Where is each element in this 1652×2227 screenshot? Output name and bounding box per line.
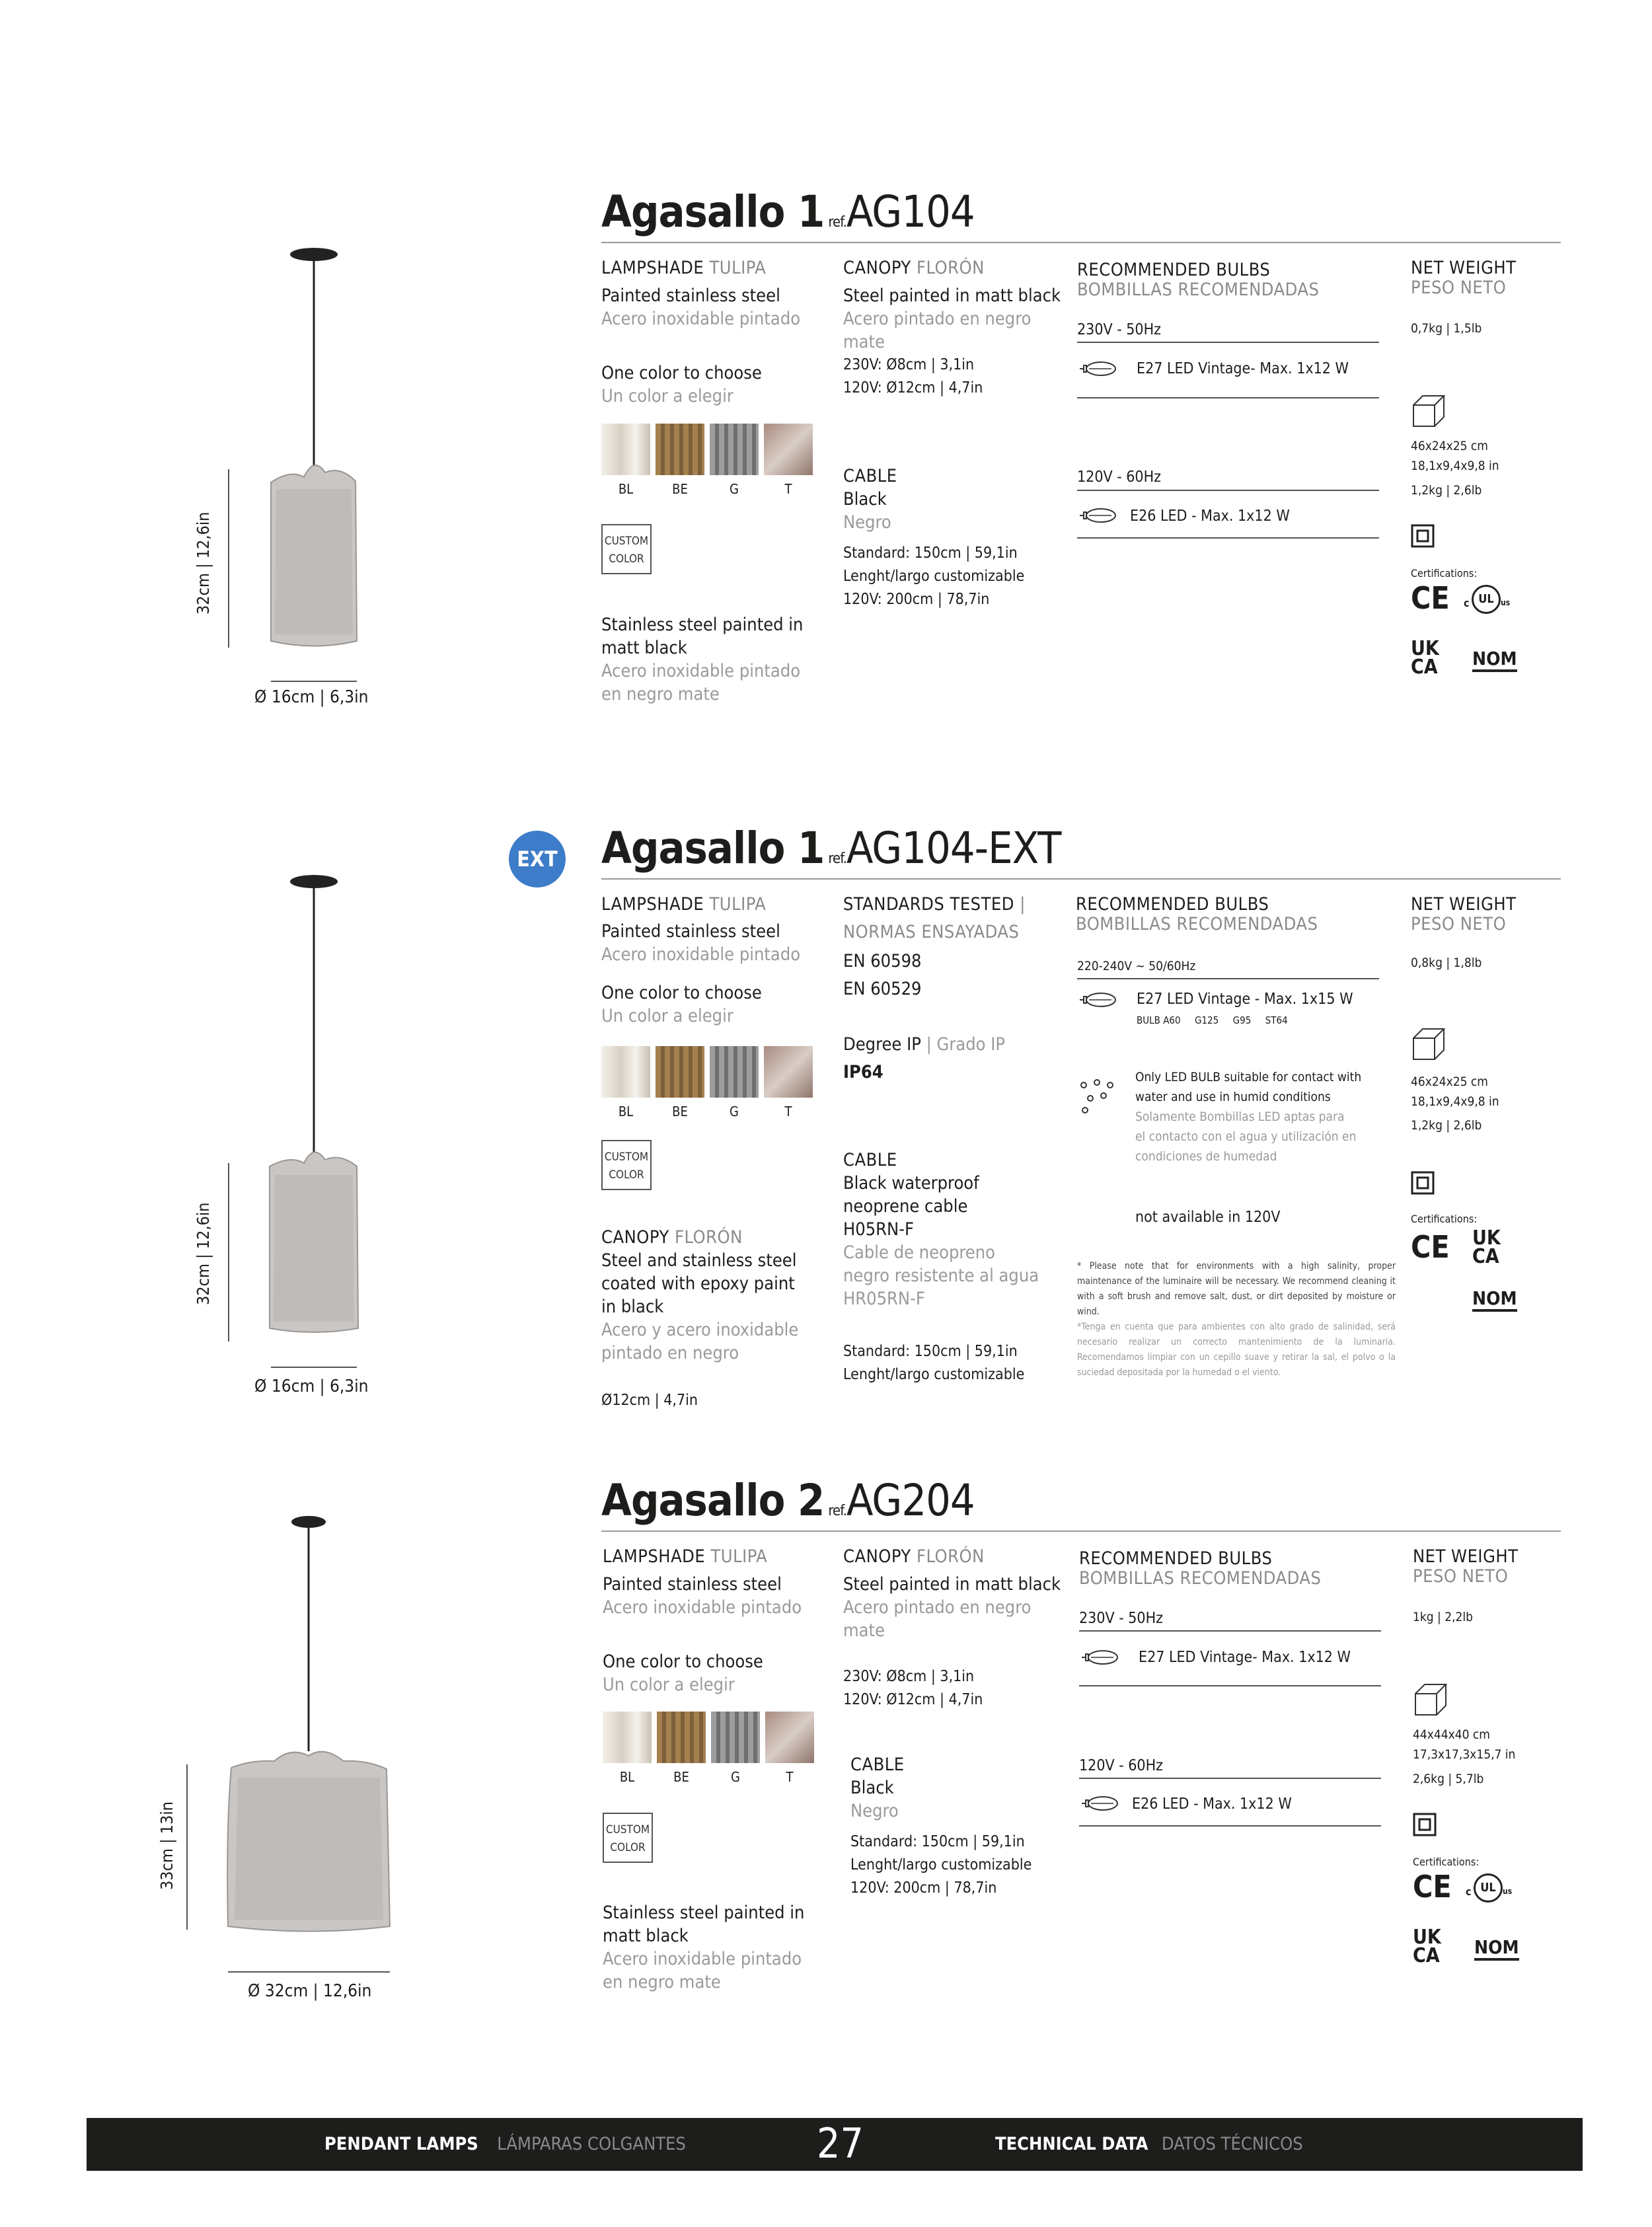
title-rule — [601, 242, 1561, 243]
bulb-120v: E26 LED - Max. 1x12 W — [1130, 508, 1290, 525]
footer-bar — [87, 2118, 1583, 2171]
box-size-in: 18,1x9,4x9,8 in — [1411, 459, 1499, 473]
standard-en60529: EN 60529 — [843, 979, 922, 999]
color-choice-es: Un color a elegir — [601, 1006, 733, 1026]
certifications-label: Certifications: — [1411, 567, 1478, 580]
box-size-in: 18,1x9,4x9,8 in — [1411, 1094, 1499, 1109]
weight-heading-es: PESO NETO — [1411, 914, 1507, 934]
swatch-be[interactable] — [656, 1046, 704, 1098]
finish-es-line-1: Acero inoxidable pintado — [601, 661, 801, 681]
cable-es-line-3: HR05RN-F — [843, 1289, 925, 1309]
color-choice: One color to choose — [601, 363, 762, 383]
swatch-label: G — [731, 1769, 740, 1785]
cable-120v: 120V: 200cm | 78,7in — [850, 1879, 997, 1897]
custom-color-option[interactable]: CUSTOM COLOR — [601, 524, 652, 574]
salinity-note-es: *Tenga en cuenta que para ambientes con alto grado de salinidad, será necesario realizar un correcto mantenimiento de la luminaria. Recomendamos limpiar con un cepillo suave y retirar la sal, el polvo o la suciedad depositada por la humedad o el viento. — [1077, 1322, 1396, 1378]
box-size-cm: 46x24x25 cm — [1411, 1075, 1488, 1089]
footer-section: PENDANT LAMPS LÁMPARAS COLGANTES — [324, 2134, 686, 2154]
led-bulb-icon — [1080, 1649, 1120, 1666]
divider — [1077, 978, 1379, 979]
diameter-dimension-line — [271, 681, 357, 682]
swatch-g[interactable] — [710, 1046, 759, 1098]
voltage-120v: 120V - 60Hz — [1077, 469, 1161, 486]
ce-mark-icon: CE — [1413, 1869, 1452, 1905]
canopy-heading: CANOPY FLORÓN — [601, 1227, 743, 1248]
swatch-g[interactable] — [711, 1712, 760, 1763]
swatch-label: BL — [618, 481, 634, 497]
net-weight: 0,7kg | 1,5lb — [1411, 321, 1482, 336]
net-weight: 0,8kg | 1,8lb — [1411, 956, 1482, 970]
color-choice-es: Un color a elegir — [601, 386, 733, 406]
bulbs-heading-es: BOMBILLAS RECOMENDADAS — [1077, 280, 1320, 300]
divider — [1077, 397, 1379, 398]
swatch-label: BE — [672, 1104, 688, 1119]
weight-heading: NET WEIGHT — [1413, 1546, 1519, 1567]
swatch-label: BE — [672, 481, 688, 497]
class-ii-icon — [1411, 524, 1435, 548]
weight-heading: NET WEIGHT — [1411, 894, 1517, 915]
swatch-label: BE — [673, 1769, 689, 1785]
swatch-label: T — [786, 1769, 794, 1785]
swatch-label: BL — [619, 1769, 635, 1785]
canopy-dim-230v: 230V: Ø8cm | 3,1in — [843, 356, 975, 373]
cable-custom: Lenght/largo customizable — [843, 1366, 1025, 1383]
ref-label: ref. — [828, 214, 846, 231]
canopy-dim-230v: 230V: Ø8cm | 3,1in — [843, 1668, 975, 1685]
title-rule — [601, 878, 1561, 880]
cable-line-1: Black waterproof — [843, 1173, 979, 1193]
cable-custom: Lenght/largo customizable — [850, 1856, 1032, 1873]
canopy-es-line-1: Acero y acero inoxidable — [601, 1320, 799, 1340]
box-weight: 1,2kg | 2,6lb — [1411, 1118, 1482, 1133]
certifications-label: Certifications: — [1413, 1856, 1480, 1868]
cable-120v: 120V: 200cm | 78,7in — [843, 591, 990, 608]
ip-rating: IP64 — [843, 1062, 883, 1082]
cable-heading: CABLE — [843, 466, 897, 486]
canopy-line-3: in black — [601, 1297, 664, 1317]
canopy-heading: CANOPY FLORÓN — [843, 1546, 985, 1567]
swatch-be[interactable] — [657, 1712, 706, 1763]
product-title — [601, 1475, 975, 1526]
title-rule — [601, 1530, 1561, 1532]
custom-color-option[interactable]: CUSTOM COLOR — [603, 1813, 653, 1863]
color-choice-es: Un color a elegir — [603, 1675, 735, 1695]
lampshade-material-es: Acero inoxidable pintado — [601, 944, 801, 965]
certifications-label: Certifications: — [1411, 1213, 1478, 1225]
class-ii-icon — [1413, 1813, 1437, 1836]
divider — [1077, 342, 1379, 343]
finish-es-line-2: en negro mate — [601, 684, 720, 704]
ukca-mark-icon: UK CA — [1411, 637, 1439, 679]
cable-heading: CABLE — [850, 1755, 905, 1775]
nom-mark-icon: NOM — [1474, 1936, 1519, 1961]
weight-heading: NET WEIGHT — [1411, 258, 1517, 278]
divider — [1079, 1778, 1381, 1779]
product-code: AG104 — [846, 186, 975, 237]
lampshade-material-es: Acero inoxidable pintado — [603, 1597, 802, 1618]
box-icon — [1411, 1026, 1448, 1063]
lampshade-heading: LAMPSHADE TULIPA — [601, 258, 767, 278]
swatch-bl[interactable] — [601, 1046, 650, 1098]
swatch-label: T — [784, 1104, 792, 1119]
bulb-230v: E27 LED Vintage- Max. 1x12 W — [1139, 1649, 1351, 1666]
canopy-heading: CANOPY FLORÓN — [843, 258, 985, 278]
ref-label: ref. — [828, 850, 846, 867]
swatch-be[interactable] — [656, 424, 704, 475]
finish-line-1: Stainless steel painted in — [603, 1903, 805, 1923]
product-name: Agasallo 2 — [601, 1475, 825, 1526]
weight-heading-es: PESO NETO — [1411, 278, 1507, 298]
canopy-dim: Ø12cm | 4,7in — [601, 1392, 698, 1409]
pendant-lamp-image — [211, 1510, 410, 1946]
product-title — [601, 823, 1061, 874]
height-dimension-line — [228, 469, 229, 648]
standards-heading: STANDARDS TESTED | — [843, 894, 1026, 915]
canopy-dim-120v: 120V: Ø12cm | 4,7in — [843, 1691, 983, 1708]
swatch-g[interactable] — [710, 424, 759, 475]
cable-heading: CABLE — [843, 1150, 897, 1170]
product-code: AG104-EXT — [846, 823, 1061, 874]
lampshade-material: Painted stainless steel — [603, 1574, 782, 1595]
lampshade-material: Painted stainless steel — [601, 285, 780, 306]
bulb-types: BULB A60 G125 G95 ST64 — [1137, 1014, 1288, 1026]
bulbs-heading: RECOMMENDED BULBS — [1079, 1548, 1273, 1569]
divider — [1079, 1825, 1381, 1827]
swatch-t[interactable] — [765, 1712, 814, 1763]
swatch-label: BL — [618, 1104, 634, 1119]
product-name: Agasallo 1 — [601, 823, 825, 874]
bulb-spec: E27 LED Vintage - Max. 1x15 W — [1137, 991, 1353, 1008]
divider — [1079, 1685, 1381, 1686]
height-dimension: 32cm | 12,6in — [194, 511, 213, 615]
cable-color: Black — [843, 489, 887, 510]
nom-mark-icon: NOM — [1472, 648, 1517, 672]
canopy-line-2: coated with epoxy paint — [601, 1273, 795, 1294]
canopy-material-es: mate — [843, 332, 885, 352]
cul-us-icon: c UL us — [1466, 1873, 1512, 1904]
bulbs-heading: RECOMMENDED BULBS — [1076, 894, 1269, 915]
led-bulb-icon — [1078, 991, 1118, 1008]
diameter-dimension: Ø 16cm | 6,3in — [254, 687, 369, 707]
swatch-t[interactable] — [764, 1046, 813, 1098]
canopy-material-es: mate — [843, 1620, 885, 1641]
box-size-cm: 46x24x25 cm — [1411, 439, 1488, 453]
finish-es-line-1: Acero inoxidable pintado — [603, 1949, 802, 1969]
box-icon — [1413, 1682, 1450, 1719]
humid-note: Only LED BULB suitable for contact with water and use in humid conditions Solamente Bombillas LED aptas para el contacto con el agua y utilización en condiciones de humedad — [1135, 1070, 1362, 1164]
lampshade-material-es: Acero inoxidable pintado — [601, 309, 801, 329]
lampshade-heading: LAMPSHADE TULIPA — [601, 894, 767, 915]
led-bulb-icon — [1078, 360, 1118, 377]
standard-en60598: EN 60598 — [843, 951, 922, 971]
lampshade-material: Painted stainless steel — [601, 921, 780, 942]
pendant-lamp-image — [198, 866, 410, 1341]
color-choice: One color to choose — [603, 1651, 763, 1672]
cable-length: Standard: 150cm | 59,1in — [843, 1343, 1018, 1360]
swatch-bl[interactable] — [603, 1712, 652, 1763]
divider — [1077, 490, 1379, 491]
net-weight: 1kg | 2,2lb — [1413, 1610, 1474, 1624]
height-dimension-line — [186, 1764, 188, 1930]
canopy-material: Steel painted in matt black — [843, 285, 1061, 306]
voltage-230v: 230V - 50Hz — [1079, 1610, 1163, 1627]
canopy-material-es: Acero pintado en negro — [843, 1597, 1032, 1618]
bulb-230v: E27 LED Vintage- Max. 1x12 W — [1137, 360, 1349, 377]
salinity-note: * Please note that for environments with a high salinity, proper maintenance of the luminaire will be necessary. We recommend cleaning it with a soft brush and remove salt, dust, or dirt deposited by moisture or wind. — [1077, 1261, 1396, 1317]
ext-badge: EXT — [509, 831, 566, 887]
ip-label: Degree IP | Grado IP — [843, 1034, 1006, 1055]
lampshade-heading: LAMPSHADE TULIPA — [603, 1546, 768, 1567]
footer-chapter: TECHNICAL DATA DATOS TÉCNICOS — [995, 2134, 1303, 2154]
finish-line-1: Stainless steel painted in — [601, 615, 804, 635]
voltage: 220-240V ~ 50/60Hz — [1077, 959, 1196, 973]
box-weight: 1,2kg | 2,6lb — [1411, 483, 1482, 498]
product-title — [601, 186, 975, 237]
not-available-120v: not available in 120V — [1135, 1209, 1281, 1226]
swatch-bl[interactable] — [601, 424, 650, 475]
pendant-lamp-image — [198, 238, 410, 714]
finish-line-2: matt black — [603, 1926, 689, 1946]
height-dimension-line — [228, 1163, 229, 1341]
cable-es-line-1: Cable de neopreno — [843, 1242, 996, 1263]
divider — [1079, 1630, 1381, 1632]
cable-length: Standard: 150cm | 59,1in — [843, 545, 1018, 562]
box-size-cm: 44x44x40 cm — [1413, 1727, 1490, 1742]
swatch-t[interactable] — [764, 424, 813, 475]
diameter-dimension-line — [228, 1971, 390, 1973]
box-icon — [1411, 393, 1448, 430]
ukca-mark-icon: UK CA — [1413, 1926, 1441, 1967]
water-drops-icon — [1078, 1077, 1118, 1117]
nom-mark-icon: NOM — [1472, 1287, 1517, 1312]
bulbs-heading-es: BOMBILLAS RECOMENDADAS — [1079, 1568, 1322, 1589]
cable-line-3: H05RN-F — [843, 1219, 914, 1240]
led-bulb-icon — [1078, 507, 1118, 524]
product-code: AG204 — [846, 1475, 975, 1526]
divider — [1077, 537, 1379, 539]
canopy-material-es: Acero pintado en negro — [843, 309, 1032, 329]
diameter-dimension: Ø 16cm | 6,3in — [254, 1377, 369, 1396]
voltage-230v: 230V - 50Hz — [1077, 321, 1161, 338]
ce-mark-icon: CE — [1411, 1229, 1450, 1265]
swatch-label: T — [784, 481, 792, 497]
finish-line-2: matt black — [601, 638, 687, 658]
canopy-dim-120v: 120V: Ø12cm | 4,7in — [843, 379, 983, 396]
box-size-in: 17,3x17,3x15,7 in — [1413, 1747, 1516, 1762]
cable-length: Standard: 150cm | 59,1in — [850, 1833, 1025, 1850]
cable-es-line-2: negro resistente al agua — [843, 1265, 1039, 1286]
led-bulb-icon — [1080, 1795, 1120, 1812]
canopy-material: Steel painted in matt black — [843, 1574, 1061, 1595]
product-name: Agasallo 1 — [601, 186, 825, 237]
diameter-dimension-line — [271, 1367, 357, 1368]
canopy-es-line-2: pintado en negro — [601, 1343, 739, 1363]
bulbs-heading-es: BOMBILLAS RECOMENDADAS — [1076, 914, 1318, 934]
page-number: 27 — [817, 2119, 864, 2168]
voltage-120v: 120V - 60Hz — [1079, 1757, 1163, 1774]
custom-color-option[interactable]: CUSTOM COLOR — [601, 1140, 652, 1190]
canopy-line-1: Steel and stainless steel — [601, 1250, 797, 1271]
swatch-label: G — [730, 481, 739, 497]
ref-label: ref. — [828, 1503, 846, 1519]
bulb-120v: E26 LED - Max. 1x12 W — [1132, 1795, 1292, 1813]
cable-color-es: Negro — [850, 1801, 899, 1821]
height-dimension: 33cm | 13in — [157, 1801, 176, 1890]
standards-heading-es: NORMAS ENSAYADAS — [843, 922, 1020, 942]
ukca-mark-icon: UK CA — [1472, 1227, 1501, 1268]
cul-us-icon: c UL us — [1464, 585, 1510, 615]
cable-color-es: Negro — [843, 512, 891, 533]
finish-es-line-2: en negro mate — [603, 1972, 721, 1992]
ce-mark-icon: CE — [1411, 580, 1450, 616]
class-ii-icon — [1411, 1171, 1435, 1195]
bulbs-heading: RECOMMENDED BULBS — [1077, 260, 1271, 280]
diameter-dimension: Ø 32cm | 12,6in — [248, 1981, 372, 2001]
cable-line-2: neoprene cable — [843, 1196, 968, 1217]
cable-color: Black — [850, 1778, 894, 1798]
weight-heading-es: PESO NETO — [1413, 1566, 1509, 1587]
swatch-label: G — [730, 1104, 739, 1119]
color-choice: One color to choose — [601, 983, 762, 1003]
cable-custom: Lenght/largo customizable — [843, 568, 1025, 585]
box-weight: 2,6kg | 5,7lb — [1413, 1772, 1484, 1786]
height-dimension: 32cm | 12,6in — [194, 1202, 213, 1305]
